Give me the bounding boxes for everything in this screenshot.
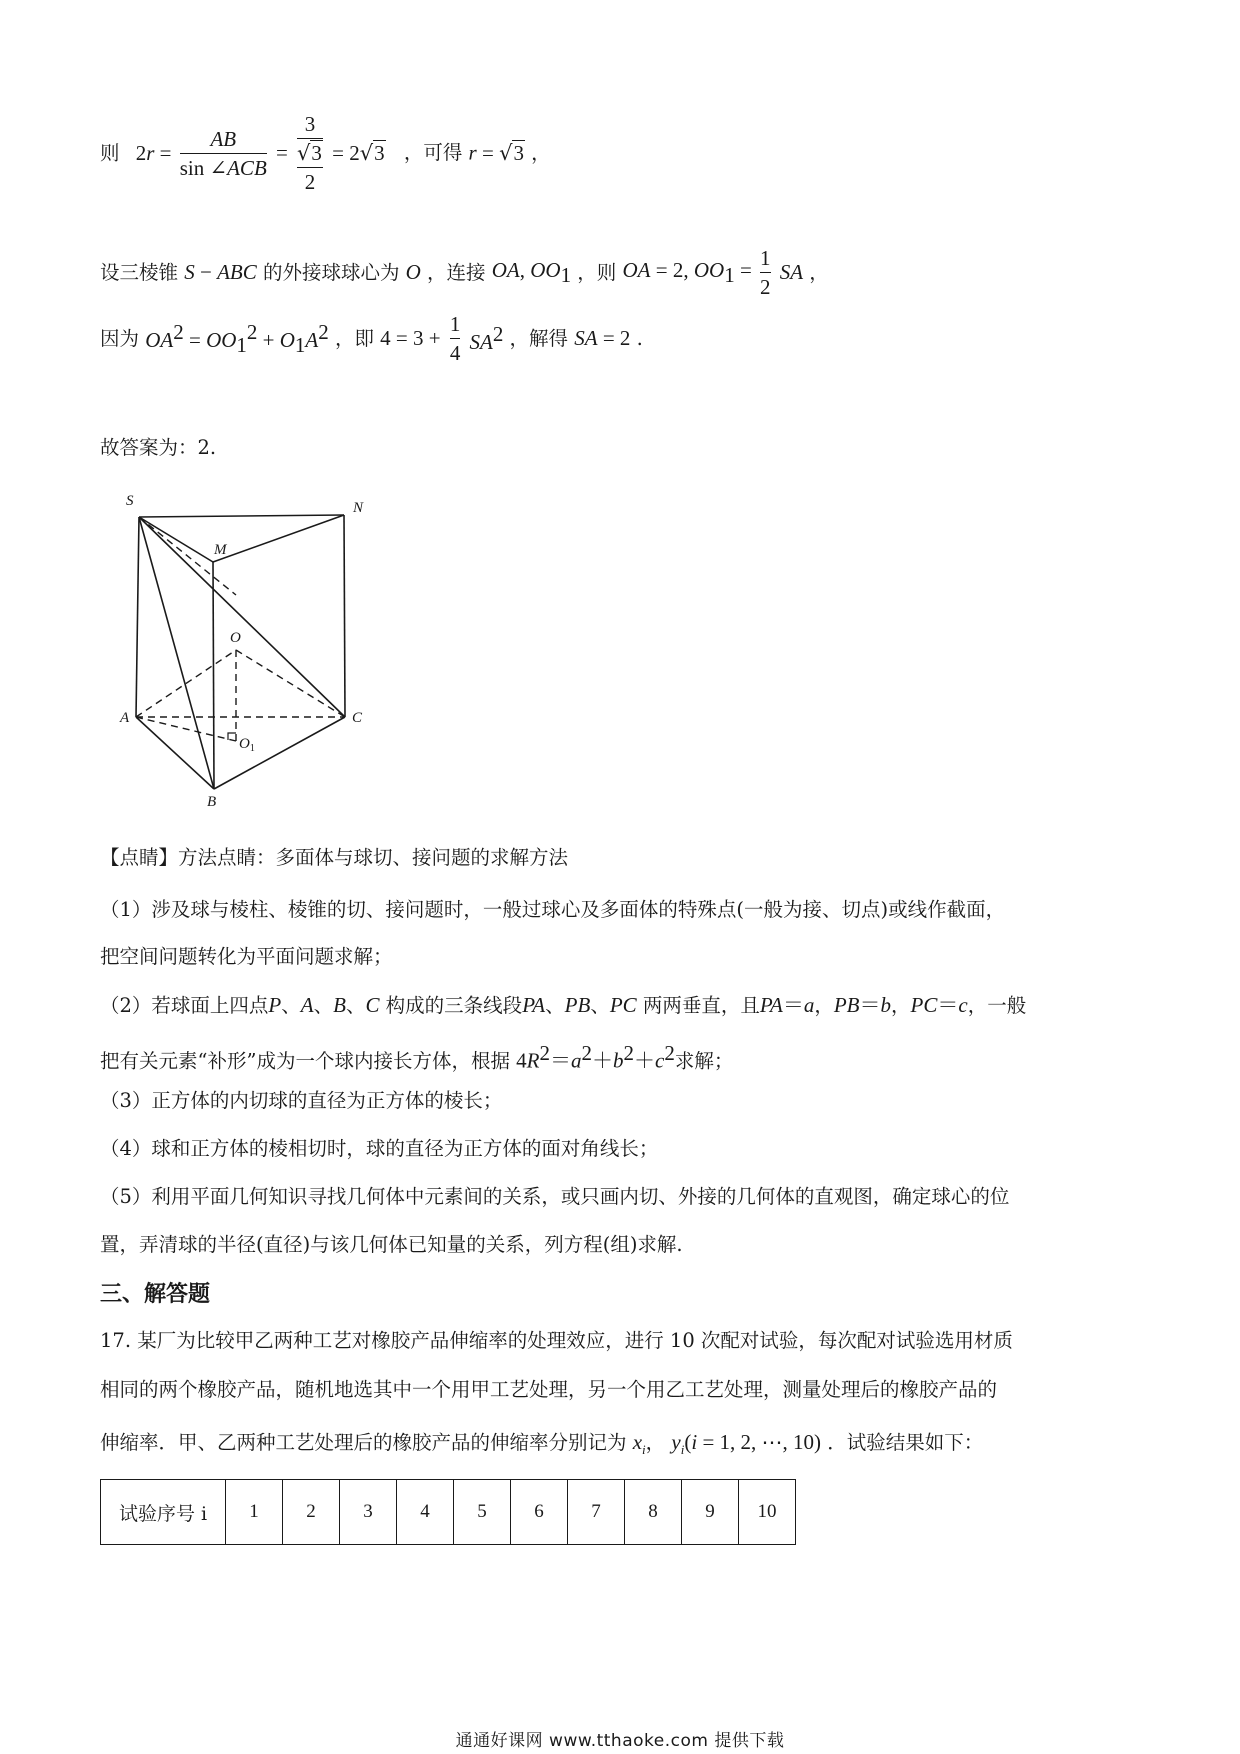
- table-cell: 1: [226, 1480, 283, 1545]
- problem17-line2: 相同的两个橡胶产品，随机地选其中一个用甲工艺处理，另一个用乙工艺处理，测量处理后的橡胶产品的: [100, 1378, 998, 1401]
- table-cell: 5: [454, 1480, 511, 1545]
- tips-p3: （3）正方体的内切球的直径为正方体的棱长；: [100, 1089, 503, 1112]
- table-cell: 7: [568, 1480, 625, 1545]
- page-footer: 通通好课网 www.tthaoke.com 提供下载: [455, 1731, 785, 1751]
- edge-ao-dashed: [136, 650, 236, 717]
- tips-p4: （4）球和正方体的棱相切时，球的直径为正方体的面对角线长；: [100, 1137, 659, 1160]
- label-o: O: [230, 630, 241, 646]
- fraction-quarter: $\frac{1}{4}$: [449, 312, 461, 366]
- tips-p2a-3: 两两垂直，且: [642, 994, 760, 1017]
- edge-sa: [136, 517, 139, 717]
- trial-table: [100, 1479, 796, 1545]
- table-cell: 9: [682, 1480, 739, 1545]
- tips-title: 【点睛】方法点睛：多面体与球切、接问题的求解方法: [100, 846, 569, 869]
- edge-mn: [213, 515, 344, 562]
- formula-yi: $y_i(i = 1$, 2, ⋯, 10): [671, 1430, 822, 1458]
- edge-ab: [136, 717, 214, 789]
- fraction-half: $\frac{1}{2}$: [760, 246, 771, 300]
- label-n: N: [353, 500, 364, 516]
- table-cell: 3: [340, 1480, 397, 1545]
- text-ze: 则: [100, 141, 120, 165]
- edge-nc: [344, 515, 345, 717]
- tips-p2a-4: ，一般: [967, 994, 1027, 1017]
- edge-bc: [214, 717, 345, 789]
- label-s: S: [126, 493, 134, 509]
- edge-sb: [139, 517, 214, 789]
- text-comma: ，: [531, 141, 551, 165]
- table-cell: 10: [739, 1480, 796, 1545]
- problem17-line3c: ．试验结果如下：: [827, 1431, 984, 1454]
- text-lianjie: ，连接: [427, 260, 486, 284]
- prism-figure: [118, 490, 378, 810]
- text-sheng: 设三棱锥: [100, 260, 179, 284]
- formula-line-2: 设三棱锥 S − ABC 的外接球球心为 O ，连接 OA, $OO_1$ ，则 OA = 2, $OO_1$ = $\frac{1}{2}$ SA ，: [100, 246, 829, 300]
- text-ji: ，即: [334, 326, 374, 350]
- formula-sa-2: SA = 2: [574, 326, 631, 351]
- table-row: [101, 1480, 796, 1545]
- table-cell: 4: [397, 1480, 454, 1545]
- tips-p2b-1: 把有关元素“补形”成为一个球内接长方体，根据: [100, 1049, 510, 1073]
- problem17-line3b: ，: [645, 1431, 666, 1454]
- label-o1: $O_1$: [239, 736, 255, 754]
- text-qiuxin: 的外接球球心为: [262, 260, 400, 284]
- text-jiede: ，解得: [509, 326, 569, 350]
- formula-pythag: $OA^2 = OO_1^2 + O_1A^2$: [145, 319, 329, 357]
- tips-p2a-2: 构成的三条线段: [385, 994, 523, 1017]
- text-kede: ，可得: [403, 141, 463, 165]
- tips-p2a-1: （2）若球面上四点: [100, 994, 269, 1017]
- tips-p5a: （5）利用平面几何知识寻找几何体中元素间的关系，或只画内切、外接的几何体的直观图，确定球心的位: [100, 1185, 1010, 1208]
- formula-oa-oo1: OA, $OO_1$: [491, 257, 572, 287]
- text-comma2: ，: [809, 260, 829, 284]
- tips-p1b: 把空间问题转化为平面问题求解；: [100, 945, 393, 968]
- formula-4-3: 4 = 3 +: [380, 326, 441, 351]
- edge-sn: [139, 515, 344, 517]
- formula-2r: 2r =: [135, 140, 177, 165]
- label-a: A: [120, 710, 130, 726]
- label-m: M: [214, 542, 227, 558]
- tips-p2b: 把有关元素“补形”成为一个球内接长方体，根据 $4R^2=a^2+b^2+c^2$求解；: [100, 1041, 734, 1073]
- formula-xi: $x_i$: [632, 1430, 646, 1458]
- edge-sc: [139, 517, 345, 717]
- text-period: .: [636, 326, 643, 350]
- table-header-cell: 试验序号 i: [101, 1480, 226, 1545]
- label-c: C: [352, 710, 363, 726]
- table-cell: 2: [283, 1480, 340, 1545]
- tips-p1a: （1）涉及球与棱柱、棱锥的切、接问题时，一般过球心及多面体的特殊点(一般为接、切点)或线作截面，: [100, 898, 1006, 921]
- table-cell: 8: [625, 1480, 682, 1545]
- tips-p2b-2: 求解；: [674, 1049, 734, 1073]
- problem17-line3: [100, 1432, 983, 1456]
- right-angle-mark: [228, 733, 236, 740]
- edge-ao1-dashed: [136, 717, 236, 741]
- problem17-line1: 17. 某厂为比较甲乙两种工艺对橡胶产品伸缩率的处理效应，进行 10 次配对试验，每次配对试验选用材质: [100, 1329, 1013, 1352]
- formula-r-root3: r = √3: [468, 140, 524, 165]
- answer-line: 故答案为：2.: [100, 436, 217, 459]
- text-ze2: ，则: [577, 260, 617, 284]
- fraction-3-over-root3-half: $\frac{3}{\frac{√3}{2}}$: [297, 112, 322, 195]
- edge-oc-dashed: [236, 650, 345, 717]
- formula-oa-2: OA = 2, $OO_1$ =: [622, 257, 758, 287]
- fraction-ab-over-sin: $\frac{AB}{\text{sin ∠ACB}}$: [179, 126, 267, 180]
- tips-p2a: （2）若球面上四点P、A、B、C 构成的三条线段PA、PB、PC 两两垂直，且PA＝a，PB＝b，PC＝c，一般: [100, 993, 1027, 1017]
- label-b: B: [207, 794, 217, 810]
- tips-p5b: 置，弄清球的半径(直径)与该几何体已知量的关系，列方程(组)求解.: [100, 1233, 683, 1256]
- formula-line-1: 则 2r = $\frac{AB}{\text{sin ∠ACB}}$ = $\frac{3}{\frac{√3}{2}}$ = 2√3 ，可得 r = √3 ，: [100, 112, 551, 195]
- section-heading: 三、解答题: [100, 1282, 211, 1307]
- formula-s-abc: S − ABC: [184, 260, 257, 285]
- formula-line-3: 因为 $OA^2 = OO_1^2 + O_1A^2$ ，即 4 = 3 + $\frac{1}{4}$ $SA^2$ ，解得 SA = 2 .: [100, 312, 643, 366]
- table-cell: 6: [511, 1480, 568, 1545]
- edge-mb: [213, 562, 214, 789]
- problem17-line3a: 伸缩率．甲、乙两种工艺处理后的橡胶产品的伸缩率分别记为: [100, 1431, 627, 1454]
- formula-o: O: [405, 260, 421, 285]
- text-yinwei: 因为: [100, 326, 140, 350]
